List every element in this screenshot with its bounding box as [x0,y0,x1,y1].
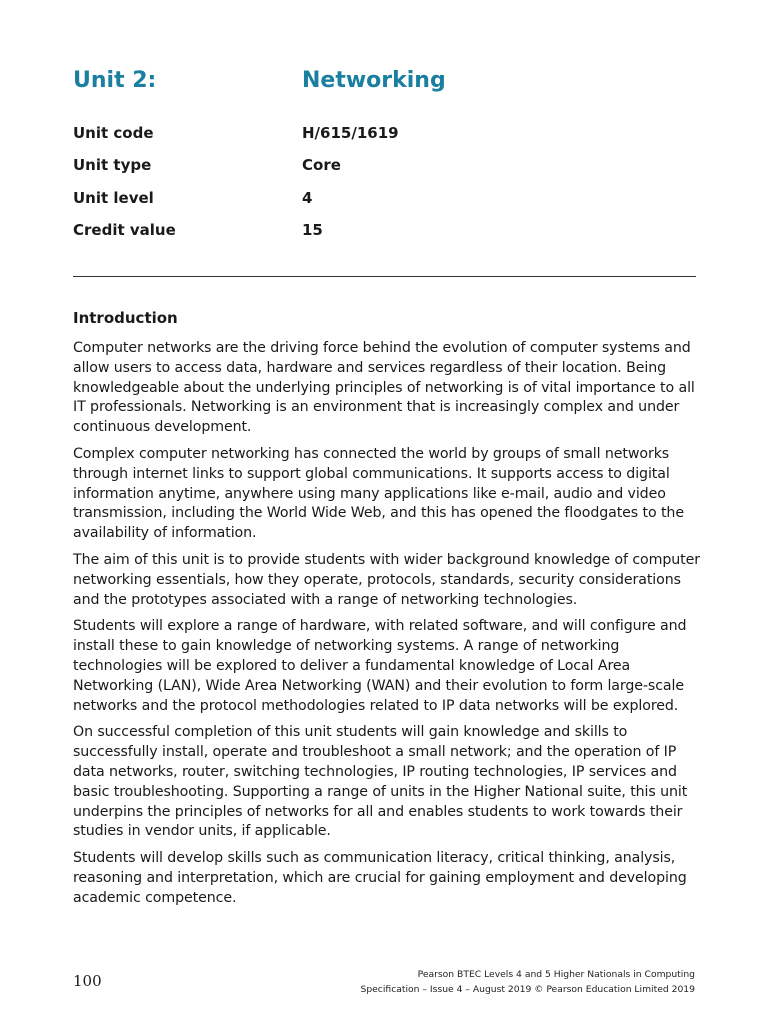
intro-paragraph-3: The aim of this unit is to provide students with wider background knowledge of computer networking essentials, how they operate, protocols, standards, security considerations and the prototypes associated with a range of networking technologies. [73,551,700,608]
intro-paragraph-5: On successful completion of this unit students will gain knowledge and skills to successfully install, operate and troubleshoot a small network; and the operation of IP data networks, router, switching technologies, IP routing technologies, IP services and basic troubleshooting. Supporting a range of units in the Higher National suite, this unit underpins the principles of networks for all and enables students to work towards their studies in vendor units, if applicable. [73,724,688,840]
unit-info-row-credit [73,221,693,253]
credit-value-value: 15 [302,220,323,239]
footer-line-1: Pearson BTEC Levels 4 and 5 Higher Nationals in Computing [417,969,695,980]
unit-code-value: H/615/1619 [302,124,399,142]
introduction-heading: Introduction [73,309,178,327]
unit-type-label: Unit type [73,156,152,175]
page-footer [360,967,695,997]
intro-paragraph-2: Complex computer networking has connected the world by groups of small networks through internet links to support global communications. It supports access to digital information anytime, anywhere using many applications like e-mail, audio and video transmission, including the World Wide Web, and this has opened the floodgates to the availability of information. [73,445,684,542]
intro-paragraph-4: Students will explore a range of hardware, with related software, and will configure and install these to gain knowledge of networking systems. A range of networking technologies will be explored to deliver a fundamental knowledge of Local Area Networking (LAN), Wide Area Networking (WAN) and their evolution to form large-scale networks and the protocol methodologies related to IP data networks will be explored. [73,618,687,714]
unit-level-label: Unit level [73,188,154,207]
unit-level-value: 4 [302,188,313,207]
unit-title: Networking [302,68,446,93]
section-divider [73,276,696,277]
unit-title-row [73,68,693,100]
intro-paragraph-6: Students will develop skills such as communication literacy, critical thinking, analysis, reasoning and interpretation, which are crucial for gaining employment and developing academic competence. [73,850,687,906]
unit-info-row-code [73,124,693,156]
unit-type-value: Core [302,156,341,175]
page-number: 100 [73,972,102,990]
unit-info-row-level [73,189,693,221]
intro-paragraph-1: Computer networks are the driving force behind the evolution of computer systems and allow users to access data, hardware and services regardless of their location. Being knowledgeable about the underlying principles of networking is of vital importance to all IT professionals. Networking is an environment that is increasingly complex and under continuous development. [73,340,695,436]
credit-value-label: Credit value [73,220,176,239]
footer-line-2: Specification – Issue 4 – August 2019 © Pearson Education Limited 2019 [360,984,695,995]
unit-info-table [73,124,693,253]
introduction-section [73,307,701,916]
unit-number: Unit 2: [73,68,157,93]
unit-info-row-type [73,156,693,188]
unit-code-label: Unit code [73,124,154,142]
